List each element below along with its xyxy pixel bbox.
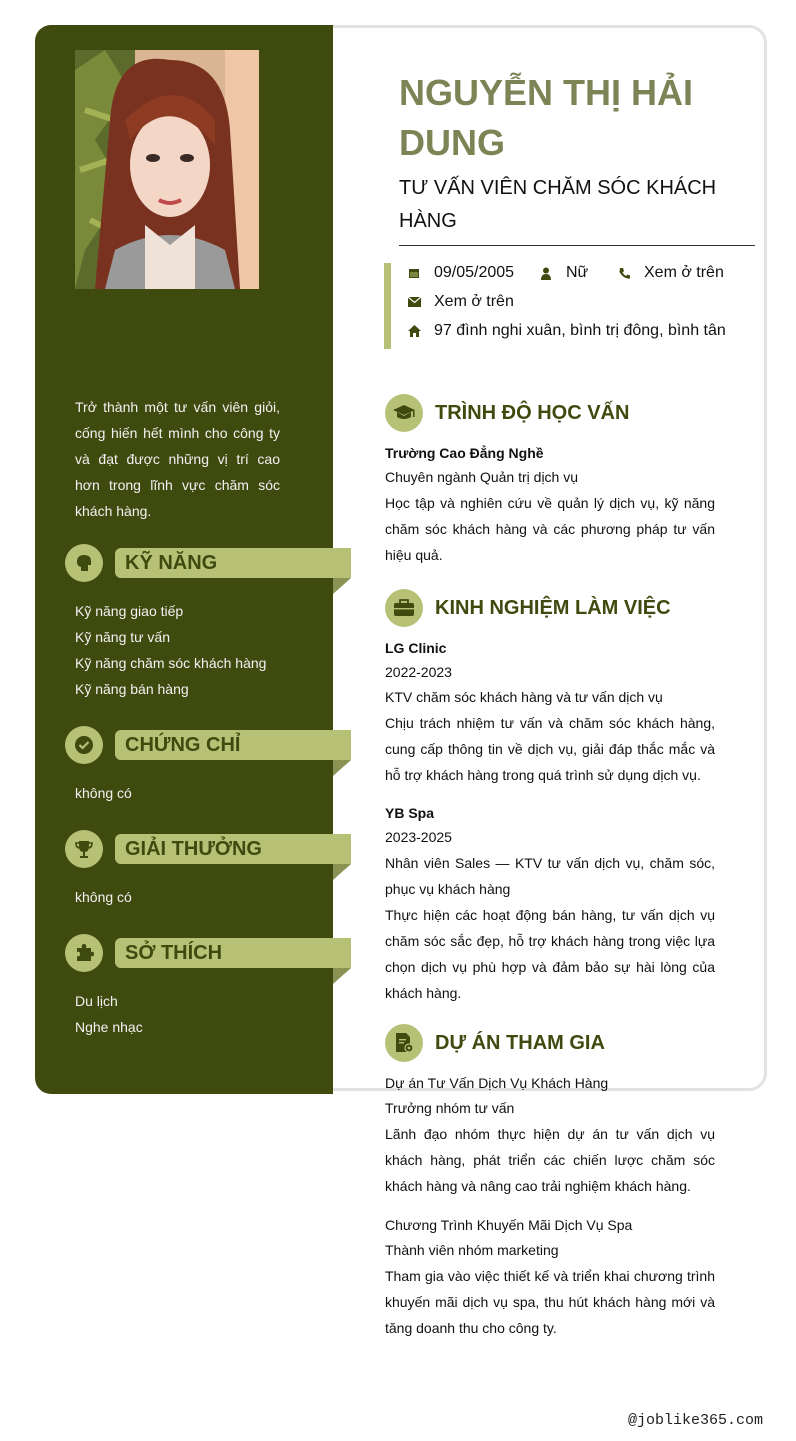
footer-watermark: @joblike365.com xyxy=(627,1412,763,1429)
list-item: Kỹ năng giao tiếp xyxy=(75,603,184,619)
project-name: Dự án Tư Vấn Dịch Vụ Khách Hàng xyxy=(385,1075,609,1091)
education-description: Học tập và nghiên cứu về quản lý dịch vụ, kỹ năng chăm sóc khách hàng và các phương pháp tư vấn hiệu quả. xyxy=(385,495,715,563)
projects-heading: DỰ ÁN THAM GIA xyxy=(435,1032,605,1054)
contact-accent-bar xyxy=(384,263,391,349)
experience-entry xyxy=(385,802,715,1006)
list-item: Du lịch xyxy=(75,993,118,1009)
address-value: 97 đình nghi xuân, bình trị đông, bình tân xyxy=(434,322,726,339)
project-description: Tham gia vào việc thiết kế và triển khai chương trình khuyến mãi dịch vụ spa, thu hút khách hàng mới và tăng doanh thu cho công ty. xyxy=(385,1268,715,1336)
project-description: Lãnh đạo nhóm thực hiện dự án tư vấn dịch vụ khách hàng, phát triển các chiến lược chăm sóc khách hàng và nâng cao trải nghiệm khách hàng. xyxy=(385,1126,715,1194)
skills-list xyxy=(75,598,345,702)
work-description: Thực hiện các hoạt động bán hàng, tư vấn dịch vụ chăm sóc sắc đẹp, hỗ trợ khách hàng trong việc lựa chọn dịch vụ phù hợp và đảm bảo sự hài lòng của khách hàng. xyxy=(385,907,715,1001)
badge-check-icon xyxy=(65,726,103,764)
project-entry xyxy=(385,1213,715,1341)
list-item: không có xyxy=(75,889,132,905)
list-item: Kỹ năng chăm sóc khách hàng xyxy=(75,655,267,671)
ribbon-fold xyxy=(333,968,351,984)
project-name: Chương Trình Khuyến Mãi Dịch Vụ Spa xyxy=(385,1217,633,1233)
ribbon-fold xyxy=(333,864,351,880)
envelope-icon xyxy=(408,297,434,307)
email-value[interactable]: Xem ở trên xyxy=(434,293,514,310)
home-icon xyxy=(408,325,434,337)
contact-birthday xyxy=(408,263,514,283)
company-name: YB Spa xyxy=(385,805,435,821)
work-description: Chịu trách nhiệm tư vấn và chăm sóc khách hàng, cung cấp thông tin về dịch vụ, giải đáp thắc mắc và hỗ trợ khách hàng trong quá trình sử dụng dịch vụ. xyxy=(385,715,715,783)
contact-address xyxy=(408,321,726,341)
candidate-name: NGUYỄN THỊ HẢI DUNG xyxy=(399,72,694,163)
awards-heading: GIẢI THƯỞNG xyxy=(115,834,351,864)
project-role: Thành viên nhóm marketing xyxy=(385,1242,559,1258)
birthday-value: 09/05/2005 xyxy=(434,264,515,281)
contact-phone xyxy=(618,263,724,283)
list-item: không có xyxy=(75,785,132,801)
person-icon xyxy=(540,267,566,280)
divider xyxy=(399,245,755,246)
trophy-icon xyxy=(65,830,103,868)
phone-value[interactable]: Xem ở trên xyxy=(644,264,724,281)
hobbies-heading: SỞ THÍCH xyxy=(115,938,351,968)
major: Chuyên ngành Quản trị dịch vụ xyxy=(385,469,579,485)
awards-list xyxy=(75,884,345,910)
puzzle-icon xyxy=(65,934,103,972)
work-position: Nhân viên Sales — KTV tư vấn dịch vụ, chăm sóc, phục vụ khách hàng xyxy=(385,855,715,897)
hobbies-list xyxy=(75,988,345,1040)
project-entry xyxy=(385,1071,715,1199)
graduation-cap-icon xyxy=(385,394,423,432)
calendar-icon xyxy=(408,267,434,279)
briefcase-icon xyxy=(385,589,423,627)
gender-value: Nữ xyxy=(566,264,589,281)
job-title: TƯ VẤN VIÊN CHĂM SÓC KHÁCH HÀNG xyxy=(399,177,717,232)
project-role: Trưởng nhóm tư vấn xyxy=(385,1100,515,1116)
school-name: Trường Cao Đẳng Nghề xyxy=(385,445,544,461)
ribbon-fold xyxy=(333,760,351,776)
profile-photo xyxy=(75,50,259,289)
career-objective: Trở thành một tư vấn viên giỏi, cống hiến hết mình cho công ty và đạt được những vị trí cao hơn trong lĩnh vực chăm sóc khách hàng. xyxy=(75,399,280,519)
experience-heading: KINH NGHIỆM LÀM VIỆC xyxy=(435,597,671,619)
brain-icon xyxy=(65,544,103,582)
document-gear-icon xyxy=(385,1024,423,1062)
skills-heading: KỸ NĂNG xyxy=(115,548,351,578)
list-item: Nghe nhạc xyxy=(75,1019,143,1035)
experience-entry xyxy=(385,637,715,788)
education-heading: TRÌNH ĐỘ HỌC VẤN xyxy=(435,402,630,424)
work-period: 2023-2025 xyxy=(385,829,452,845)
work-period: 2022-2023 xyxy=(385,664,452,680)
list-item: Kỹ năng tư vấn xyxy=(75,629,170,645)
company-name: LG Clinic xyxy=(385,640,447,656)
contact-email xyxy=(408,292,514,312)
ribbon-fold xyxy=(333,578,351,594)
list-item: Kỹ năng bán hàng xyxy=(75,681,189,697)
education-entry xyxy=(385,442,715,568)
certificates-heading: CHỨNG CHỈ xyxy=(115,730,351,760)
contact-gender xyxy=(540,263,588,283)
work-position: KTV chăm sóc khách hàng và tư vấn dịch vụ xyxy=(385,689,663,705)
phone-icon xyxy=(618,267,644,280)
certificates-list xyxy=(75,780,345,806)
